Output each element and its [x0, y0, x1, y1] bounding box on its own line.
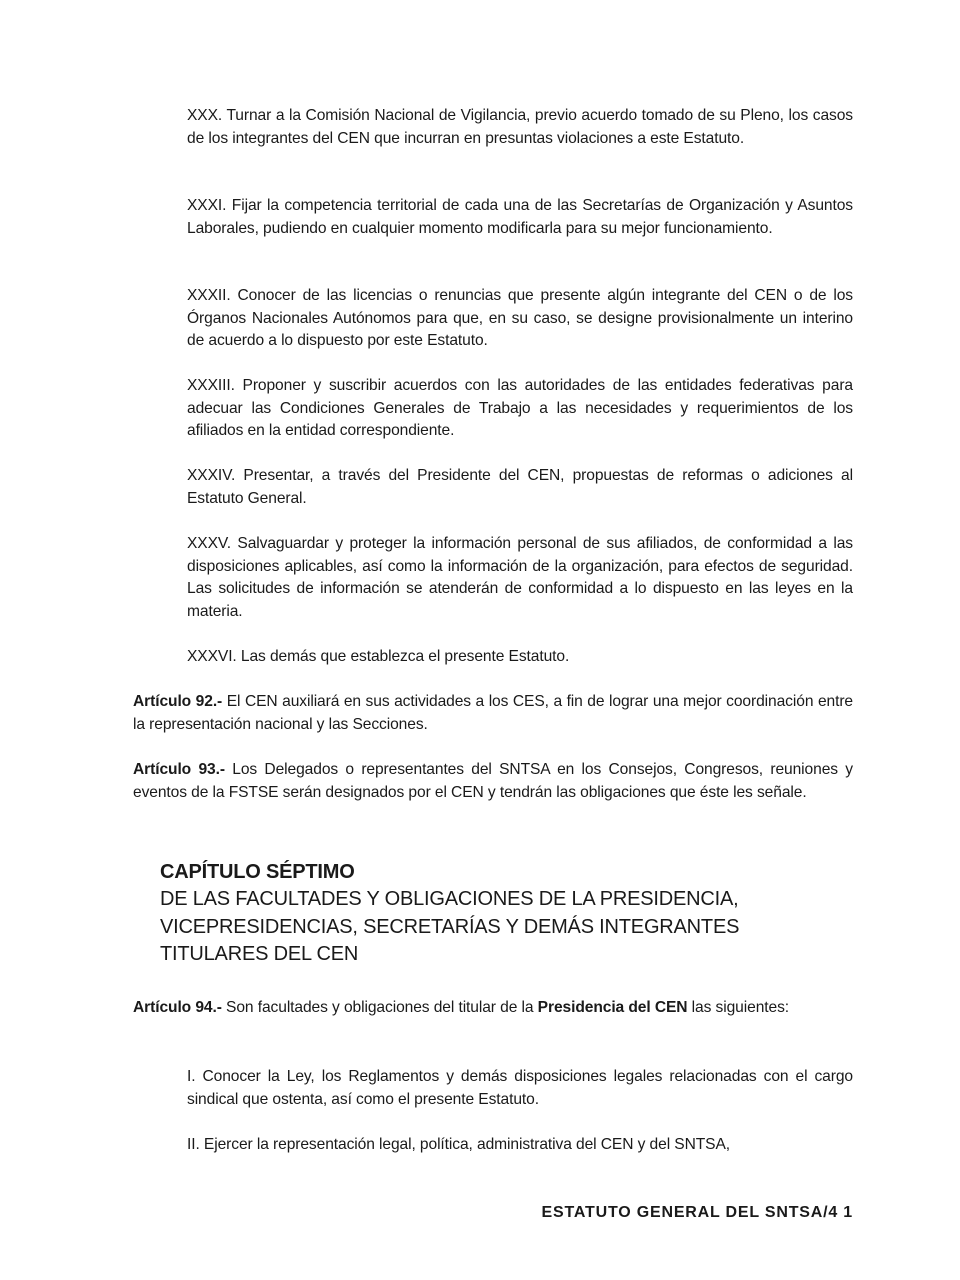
article-94 — [133, 997, 853, 1020]
article-text: El CEN auxiliará en sus actividades a los CES, a fin de lograr una mejor coordinación entre la representación nacional y las Secciones. — [133, 693, 853, 733]
fraction-xxxv: XXXV. Salvaguardar y proteger la información personal de sus afiliados, de conformidad a las disposiciones aplicables, así como la información de la organización, para efectos de seguridad. Las solicitudes de información se atenderán de conformidad a lo dispuesto en las leyes en la materia. — [187, 535, 853, 620]
fraction-xxxii: XXXII. Conocer de las licencias o renuncias que presente algún integrante del CEN o de los Órganos Nacionales Autónomos para que, en su caso, se designe provisionalmente un interino de acuerdo a lo dispuesto por este Estatuto. — [187, 287, 853, 350]
article-93 — [133, 759, 853, 804]
article-label: Artículo 94.- — [133, 999, 222, 1016]
fraction-xxxiii: XXXIII. Proponer y suscribir acuerdos con las autoridades de las entidades federativas para adecuar las Condiciones Generales de Trabajo a las necesidades y requerimientos de los afiliados en la entidad correspondiente. — [187, 377, 853, 440]
article-92 — [133, 691, 853, 736]
chapter-subtitle-line: VICEPRESIDENCIAS, SECRETARÍAS Y DEMÁS INTEGRANTES — [160, 915, 740, 938]
fraction-ii: II. Ejercer la representación legal, política, administrativa del CEN y del SNTSA, — [187, 1136, 731, 1153]
article-bold-text: Presidencia del CEN — [537, 999, 688, 1016]
chapter-subtitle-line: TITULARES DEL CEN — [160, 942, 359, 965]
fraction-i: I. Conocer la Ley, los Reglamentos y demás disposiciones legales relacionadas con el cargo sindical que ostenta, así como el presente Estatuto. — [187, 1068, 853, 1108]
article-text: las siguientes: — [687, 999, 790, 1016]
page-footer: ESTATUTO GENERAL DEL SNTSA/4 1 — [541, 1204, 853, 1221]
chapter-heading — [160, 859, 860, 968]
fraction-xxx: XXX. Turnar a la Comisión Nacional de Vigilancia, previo acuerdo tomado de su Pleno, los casos de los integrantes del CEN que incurran en presuntas violaciones a este Estatuto. — [187, 107, 853, 147]
chapter-subtitle-line: DE LAS FACULTADES Y OBLIGACIONES DE LA PRESIDENCIA, — [160, 888, 739, 911]
fraction-xxxvi: XXXVI. Las demás que establezca el presente Estatuto. — [187, 648, 570, 665]
article-text: Los Delegados o representantes del SNTSA en los Consejos, Congresos, reuniones y eventos de la FSTSE serán designados por el CEN y tendrán las obligaciones que éste les señale. — [133, 761, 853, 801]
article-label: Artículo 93.- — [133, 761, 225, 778]
article-label: Artículo 92.- — [133, 693, 223, 710]
article-text: Son facultades y obligaciones del titular de la — [221, 999, 538, 1016]
fraction-xxxi: XXXI. Fijar la competencia territorial de cada una de las Secretarías de Organización y Asuntos Laborales, pudiendo en cualquier momento modificarla para su mejor funcionamiento. — [187, 197, 853, 237]
chapter-title: CAPÍTULO SÉPTIMO — [160, 861, 355, 883]
fraction-xxxiv: XXXIV. Presentar, a través del Presidente del CEN, propuestas de reformas o adiciones al Estatuto General. — [187, 467, 853, 507]
